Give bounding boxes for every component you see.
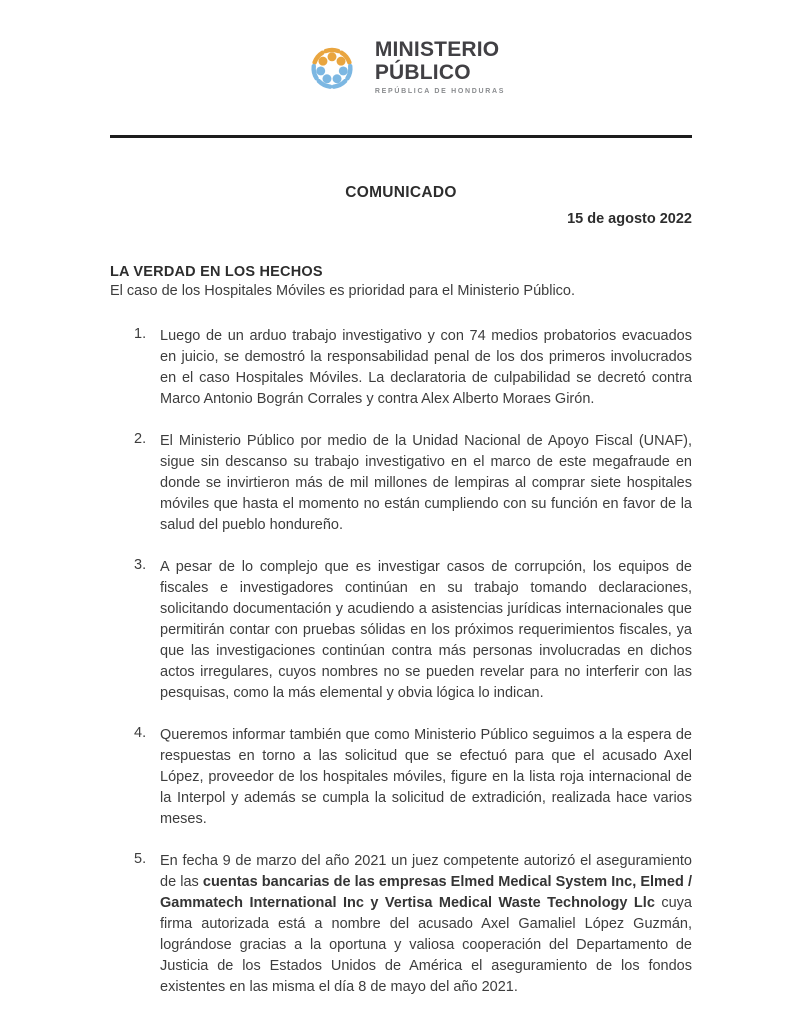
logo-emblem-icon [298, 30, 366, 104]
document-title: COMUNICADO [345, 184, 457, 201]
section-heading: LA VERDAD EN LOS HECHOS [110, 264, 323, 280]
communique-list [110, 326, 692, 998]
list-item-number: 3. [134, 557, 147, 574]
list-item-text: A pesar de lo complejo que es investigar casos de corrupción, los equipos de fiscales e investigadores continúan en su trabajo tomando declaraciones, solicitando documentación y acudiendo a asistencias jurídicas internacionales que permitirán contar con pruebas sólidas en los próximos requerimientos fiscales, ya que las investigaciones continúan contra más personas involucradas en dichos actos irregulares, cuyos nombres no se pueden revelar para no interferir con las pesquisas, como la más elemental y obvia lógica lo indican. [160, 559, 692, 702]
list-item-text: El Ministerio Público por medio de la Unidad Nacional de Apoyo Fiscal (UNAF), sigue sin descanso su trabajo investigativo en el marco de este megafraude en donde se invirtieron más de mil millones de lempiras al comprar siete hospitales móviles que hasta el momento no están cumpliendo con su función en favor de la salud del pueblo hondureño. [160, 433, 692, 534]
logo-title-line1: MINISTERIO [374, 38, 500, 62]
document-date: 15 de agosto 2022 [567, 211, 692, 227]
list-item-text: Queremos informar también que como Ministerio Público seguimos a la espera de respuestas en torno a las solicitud que se efectuó para que el acusado Axel López, proveedor de los hospitales móviles, figure en la lista roja internacional de la Interpol y además se cumpla la solicitud de extradición, realizada hace varios meses. [160, 727, 692, 828]
document-content [110, 184, 692, 998]
list-item [110, 725, 692, 830]
list-item-text: Luego de un arduo trabajo investigativo y con 74 medios probatorios evacuados en juicio, se demostró la responsabilidad penal de los dos primeros involucrados en el caso Hospitales Móviles. La declaratoria de culpabilidad se decretó contra Marco Antonio Bográn Corrales y contra Alex Alberto Moraes Girón. [160, 328, 692, 408]
letterhead [0, 0, 803, 104]
list-item [110, 557, 692, 704]
list-item [110, 431, 692, 536]
ministerio-publico-logo [298, 30, 505, 104]
list-item-number: 2. [134, 431, 147, 448]
logo-text [375, 39, 505, 95]
list-item-number: 5. [134, 851, 147, 868]
logo-subtitle: REPÚBLICA DE HONDURAS [374, 87, 506, 95]
list-item-number: 1. [134, 326, 147, 342]
list-item [110, 326, 692, 410]
list-item [110, 851, 692, 998]
list-item-number: 4. [134, 725, 147, 742]
logo-title-line2: PÚBLICO [374, 60, 471, 84]
header-divider [110, 135, 692, 138]
section-subheading: El caso de los Hospitales Móviles es prioridad para el Ministerio Público. [110, 283, 576, 299]
list-item-text: En fecha 9 de marzo del año 2021 un juez competente autorizó el aseguramiento de las cuentas bancarias de las empresas Elmed Medical System Inc, Elmed / Gammatech International Inc y Vertisa Medical Waste Technology Llc cuya firma autorizada está a nombre del acusado Axel Gamaliel López Guzmán, lográndose gracias a la oportuna y valiosa cooperación del Departamento de Justicia de los Estados Unidos de América el aseguramiento de los fondos existentes en las misma el día 8 de mayo del año 2021. [160, 853, 692, 996]
